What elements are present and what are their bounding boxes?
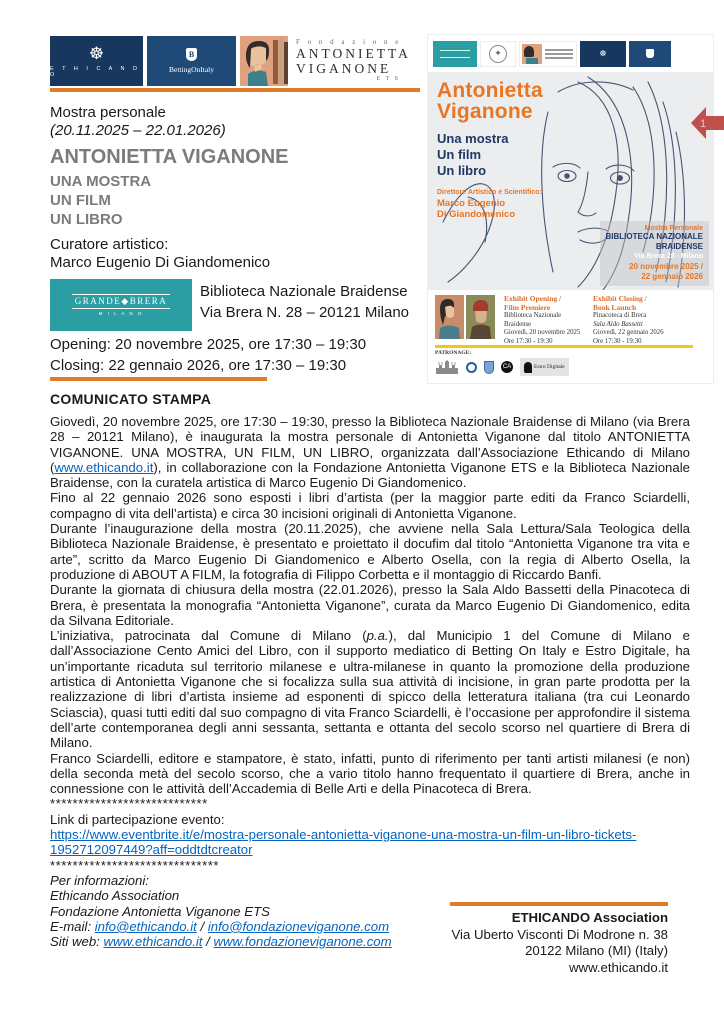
paragraph-3: Durante l’inaugurazione della mostra (20.11.2025), che avviene nella Sala Lettura/Sala Teologica della Biblioteca Nazionale Braidense, è presentato e proiettato il docufim dal titolo “Antonietta Viganone tra vita e arte”, scritto da Marco Eugenio Di Giandomenico e Alberto Osella, con la regia di Alberto Osella, la produzione di ABOUT A FILM, la fotografia di Filippo Corbetta e il montaggio di Riccardo Banfi. (50, 521, 690, 582)
footer-website: www.ethicando.it (569, 959, 668, 975)
fondazione-line: F o n d a z i o n e (296, 38, 402, 46)
opening-title-2: Film Premiere (504, 302, 551, 312)
poster-sub-libro: Un libro (437, 163, 487, 178)
poster-director-label: Direttore Artistico e Scientifico: (437, 189, 542, 196)
opening-date: Giovedì, 20 novembre 2025 (504, 329, 581, 336)
subtitle-film: UN FILM (50, 192, 111, 209)
comune-milano-icon (466, 362, 477, 373)
fondazione-mini-text (544, 47, 574, 61)
poster-sketch-area (428, 72, 713, 290)
paragraph-6: Franco Sciardelli, editore e stampatore, è stato, infatti, punto di riferimento per tanti artisti milanesi (e non) della seconda metà del secolo scorso, che a vario titolo hanno frequentato il quartiere di Brera, anche in connessione con le attività dell’Accademia di Belle Arti e della Pinacoteca di Brera. (50, 750, 690, 797)
orange-divider-top (50, 88, 420, 92)
poster-patronage-block (435, 350, 706, 380)
closing-room: Sala Aldo Bassetti (593, 320, 643, 328)
paragraph-1 (50, 414, 690, 490)
poster-grande-brera-mini-logo (433, 41, 477, 67)
event-link-block (50, 812, 690, 858)
fondazione-name1: ANTONIETTA (296, 46, 411, 61)
overlay-date-1: 20 novembre 2025 / (629, 262, 703, 271)
overlay-biblioteca: BIBLIOTECA NAZIONALE (605, 232, 703, 241)
p5-text: L’iniziativa, patrocinata dal Comune di Milano ( (50, 628, 367, 644)
footer-city: 20122 Milano (MI) (Italy) (525, 943, 668, 958)
opening-venue: Biblioteca Nazionale Braidense (504, 312, 562, 328)
poster-artist-last-name: Viganone (437, 100, 533, 123)
woman-profile-icon (240, 36, 288, 86)
closing-title-1: Exhibit Closing / (593, 294, 647, 303)
poster-braidense-mini-logo (480, 41, 516, 67)
ethicando-wordmark: E T H I C A N D O (50, 65, 141, 78)
exhibition-subtitle (50, 172, 151, 229)
opening-title-1: Exhibit Opening / (504, 294, 562, 303)
event-opening-block (504, 295, 588, 346)
poster-artist-first-name: Antonietta (437, 79, 543, 102)
p1-text-after-link: ), in collaborazione con la Fondazione Antonietta Viganone ETS e la Biblioteca Nazionale Braidense, con la curatela artistica di Marco Eugenio Di Giandomenico. (50, 459, 690, 491)
exhibition-dates: (20.11.2025 – 22.01.2026) (50, 122, 226, 139)
asterisk-divider-2: ****************************** (50, 857, 219, 873)
grande-brera-wordmark: GRANDE◆BRERA (72, 294, 170, 309)
p5-italic-abbr: p.a. (366, 628, 389, 644)
betting-wordmark: BettingOnItaly (169, 65, 214, 74)
patronage-logos-row (435, 358, 706, 376)
fondazione-viganone-artwork-logo (240, 36, 288, 86)
opening-line: Opening: 20 novembre 2025, ore 17:30 – 19:30 (50, 336, 367, 353)
curator-label: Curatore artistico: (50, 236, 169, 253)
closing-date: Giovedì, 22 gennaio 2026 (593, 329, 664, 336)
ethicando-website-link[interactable]: www.ethicando.it (54, 459, 154, 475)
overlay-mostra-personale: Mostra Personale (644, 225, 703, 232)
closing-line: Closing: 22 gennaio 2026, ore 17:30 – 19:30 (50, 357, 347, 374)
painting-thumbnail-red-hat (466, 295, 495, 339)
venue-address: Via Brera N. 28 – 20121 Milano (200, 304, 410, 321)
p1-text: Giovedì, 20 novembre 2025, ore 17:30 – 19:30, presso la Biblioteca Nazionale Braidense di Milano (via Brera 28 – 20121 Milano), è inaugurata la mostra personale di Antonietta Viganone dal titolo ANTONIETTA VIGANONE. UNA MOSTRA, UN FILM, UN LIBRO, organizzata dall’Associazione Ethicando di Milano ( (50, 414, 690, 475)
page-number-text: 1 (699, 118, 707, 130)
venue-block (200, 281, 409, 323)
info-org-1: Ethicando Association (50, 888, 180, 904)
p5-text-after: ), dal Municipio 1 del Comune di Milano e dall’Associazione Cento Amici del Libro, con il supporto mediatico di Betting On Italy e Estro Digitale, ha un’importante ricaduta sul territorio milanese e ultra-milanese in quanto la promozione della produzione artistica di Antonietta Viganone che si focalizza sulla sua attività di incisione, in gran parte prodotta per la realizzazione di libri d’artista insieme ad esponenti di spicco della letteratura italiana (tra cui Leonardo Sciascia), quasi tutti editi dal suo compagno di vita Franco Sciardelli, è l’occasione per approfondire il sistema dell’arte contemporanea degli anni sessanta, settanta e ottanta del secolo scorso nel quartiere di Brera di Milano. (50, 628, 690, 751)
poster-yellow-divider (435, 345, 693, 348)
grande-brera-city: M I L A N O (98, 311, 144, 316)
poster-logo-strip (428, 35, 713, 72)
opening-time: Ore 17:30 - 19:30 (504, 337, 553, 345)
ethicando-logo (50, 36, 143, 86)
betting-shield-icon: B (186, 48, 197, 61)
poster-events-strip (428, 290, 713, 345)
estro-label: Estro Digitale (534, 364, 565, 370)
subtitle-libro: UN LIBRO (50, 211, 123, 228)
web-fondazione-link[interactable]: www.fondazioneviganone.com (213, 934, 392, 950)
eventbrite-link[interactable]: https://www.eventbrite.it/e/mostra-personale-antonietta-viganone-una-mostra-un-film-un-libro-tickets-1952712097449?aff=oddtdtcreator (50, 827, 637, 858)
poster-director-name-1: Marco Eugenio (437, 198, 506, 209)
poster-director-name-2: Di Giandomenico (437, 209, 516, 220)
footer-address-block (380, 910, 668, 976)
ship-wheel-icon: ☸ (88, 43, 105, 63)
poster-director-name (437, 198, 543, 220)
patronage-label: PATRONAGE: (435, 350, 472, 356)
artist-title: ANTONIETTA VIGANONE (50, 146, 289, 168)
poster-fondazione-mini-logo (519, 41, 577, 67)
email-label: E-mail: (50, 918, 95, 934)
footer-street: Via Uberto Visconti Di Modrone n. 38 (451, 926, 668, 942)
orange-divider-middle (50, 377, 267, 381)
overlay-braidense: BRAIDENSE (655, 241, 703, 251)
info-org-2: Fondazione Antonietta Viganone ETS (50, 903, 270, 919)
curator-name: Marco Eugenio Di Giandomenico (50, 254, 271, 271)
braidense-emblem-icon: ✦ (489, 45, 507, 63)
overlay-dates (606, 262, 703, 282)
email-ethicando-link[interactable]: info@ethicando.it (94, 918, 197, 934)
poster-venue-overlay (600, 221, 709, 286)
fondazione-viganone-wordmark (296, 38, 416, 82)
duomo-milano-icon (435, 360, 459, 374)
painting-thumbnail-woman (435, 295, 464, 339)
orange-divider-footer (450, 902, 668, 906)
poster-ethicando-mini-logo: ☸ (580, 41, 626, 67)
fondazione-ets: E T S (376, 76, 400, 82)
opening-hours-block (50, 334, 366, 376)
poster-subtitle (437, 131, 543, 179)
exhibition-type: Mostra personale (50, 104, 166, 121)
asterisk-divider-1: **************************** (50, 796, 208, 812)
overlay-address: Via Brera 28 - Milano (634, 253, 703, 260)
closing-time: Ore 17:30 - 19:30 (593, 337, 642, 345)
venue-name: Biblioteca Nazionale Braidense (200, 283, 408, 300)
press-release-body (50, 414, 690, 949)
separator: / (196, 918, 208, 934)
poster-sub-film: Un film (437, 147, 482, 162)
municipio-crest-icon (484, 361, 494, 374)
footer-org-name: ETHICANDO Association (511, 910, 668, 925)
cento-amici-del-libro-icon: CA (501, 361, 513, 373)
web-ethicando-link[interactable]: www.ethicando.it (103, 934, 203, 950)
event-closing-block (593, 295, 705, 346)
poster-title-block (437, 80, 543, 220)
email-fondazione-link[interactable]: info@fondazioneviganone.com (207, 918, 390, 934)
poster-betting-mini-logo (629, 41, 671, 67)
betting-mini-icon (646, 49, 654, 58)
grande-brera-logo (50, 279, 192, 331)
estro-profile-icon (524, 362, 532, 373)
closing-venue: Pinacoteca di Brera (593, 312, 647, 319)
paragraph-4: Durante la giornata di chiusura della mostra (22.01.2026), presso la Sala Aldo Bassetti della Pinacoteca di Brera, è presentata la monografia “Antonietta Viganone”, curata da Marco Eugenio Di Giandomenico, edita da Silvana Editoriale. (50, 582, 690, 628)
closing-title-2: Book Launch (593, 302, 637, 312)
event-link-label: Link di partecipazione evento: (50, 811, 225, 827)
info-label: Per informazioni: (50, 872, 149, 888)
paragraph-5 (50, 628, 690, 750)
fondazione-name2: VIGANONE (296, 61, 392, 76)
press-release-heading: COMUNICATO STAMPA (50, 391, 212, 407)
paragraph-2: Fino al 22 gennaio 2026 sono esposti i libri d’artista (per la maggior parte editi da Franco Sciardelli, compagno di vita dell’artista) e circa 30 incisioni originali di Antonietta Viganone. (50, 490, 690, 521)
woman-profile-mini-icon (522, 44, 542, 64)
separator: / (202, 934, 214, 950)
betting-on-italy-logo (147, 36, 236, 86)
curator-block (50, 236, 270, 272)
poster-sub-mostra: Una mostra (437, 131, 509, 146)
estro-digitale-logo (520, 358, 569, 376)
exhibition-poster (428, 35, 713, 383)
subtitle-mostra: UNA MOSTRA (50, 173, 152, 190)
overlay-date-2: 22 gennaio 2026 (641, 272, 703, 281)
web-label: Siti web: (50, 934, 104, 950)
page-number-tab[interactable] (691, 104, 724, 142)
left-arrow-icon (691, 104, 724, 142)
